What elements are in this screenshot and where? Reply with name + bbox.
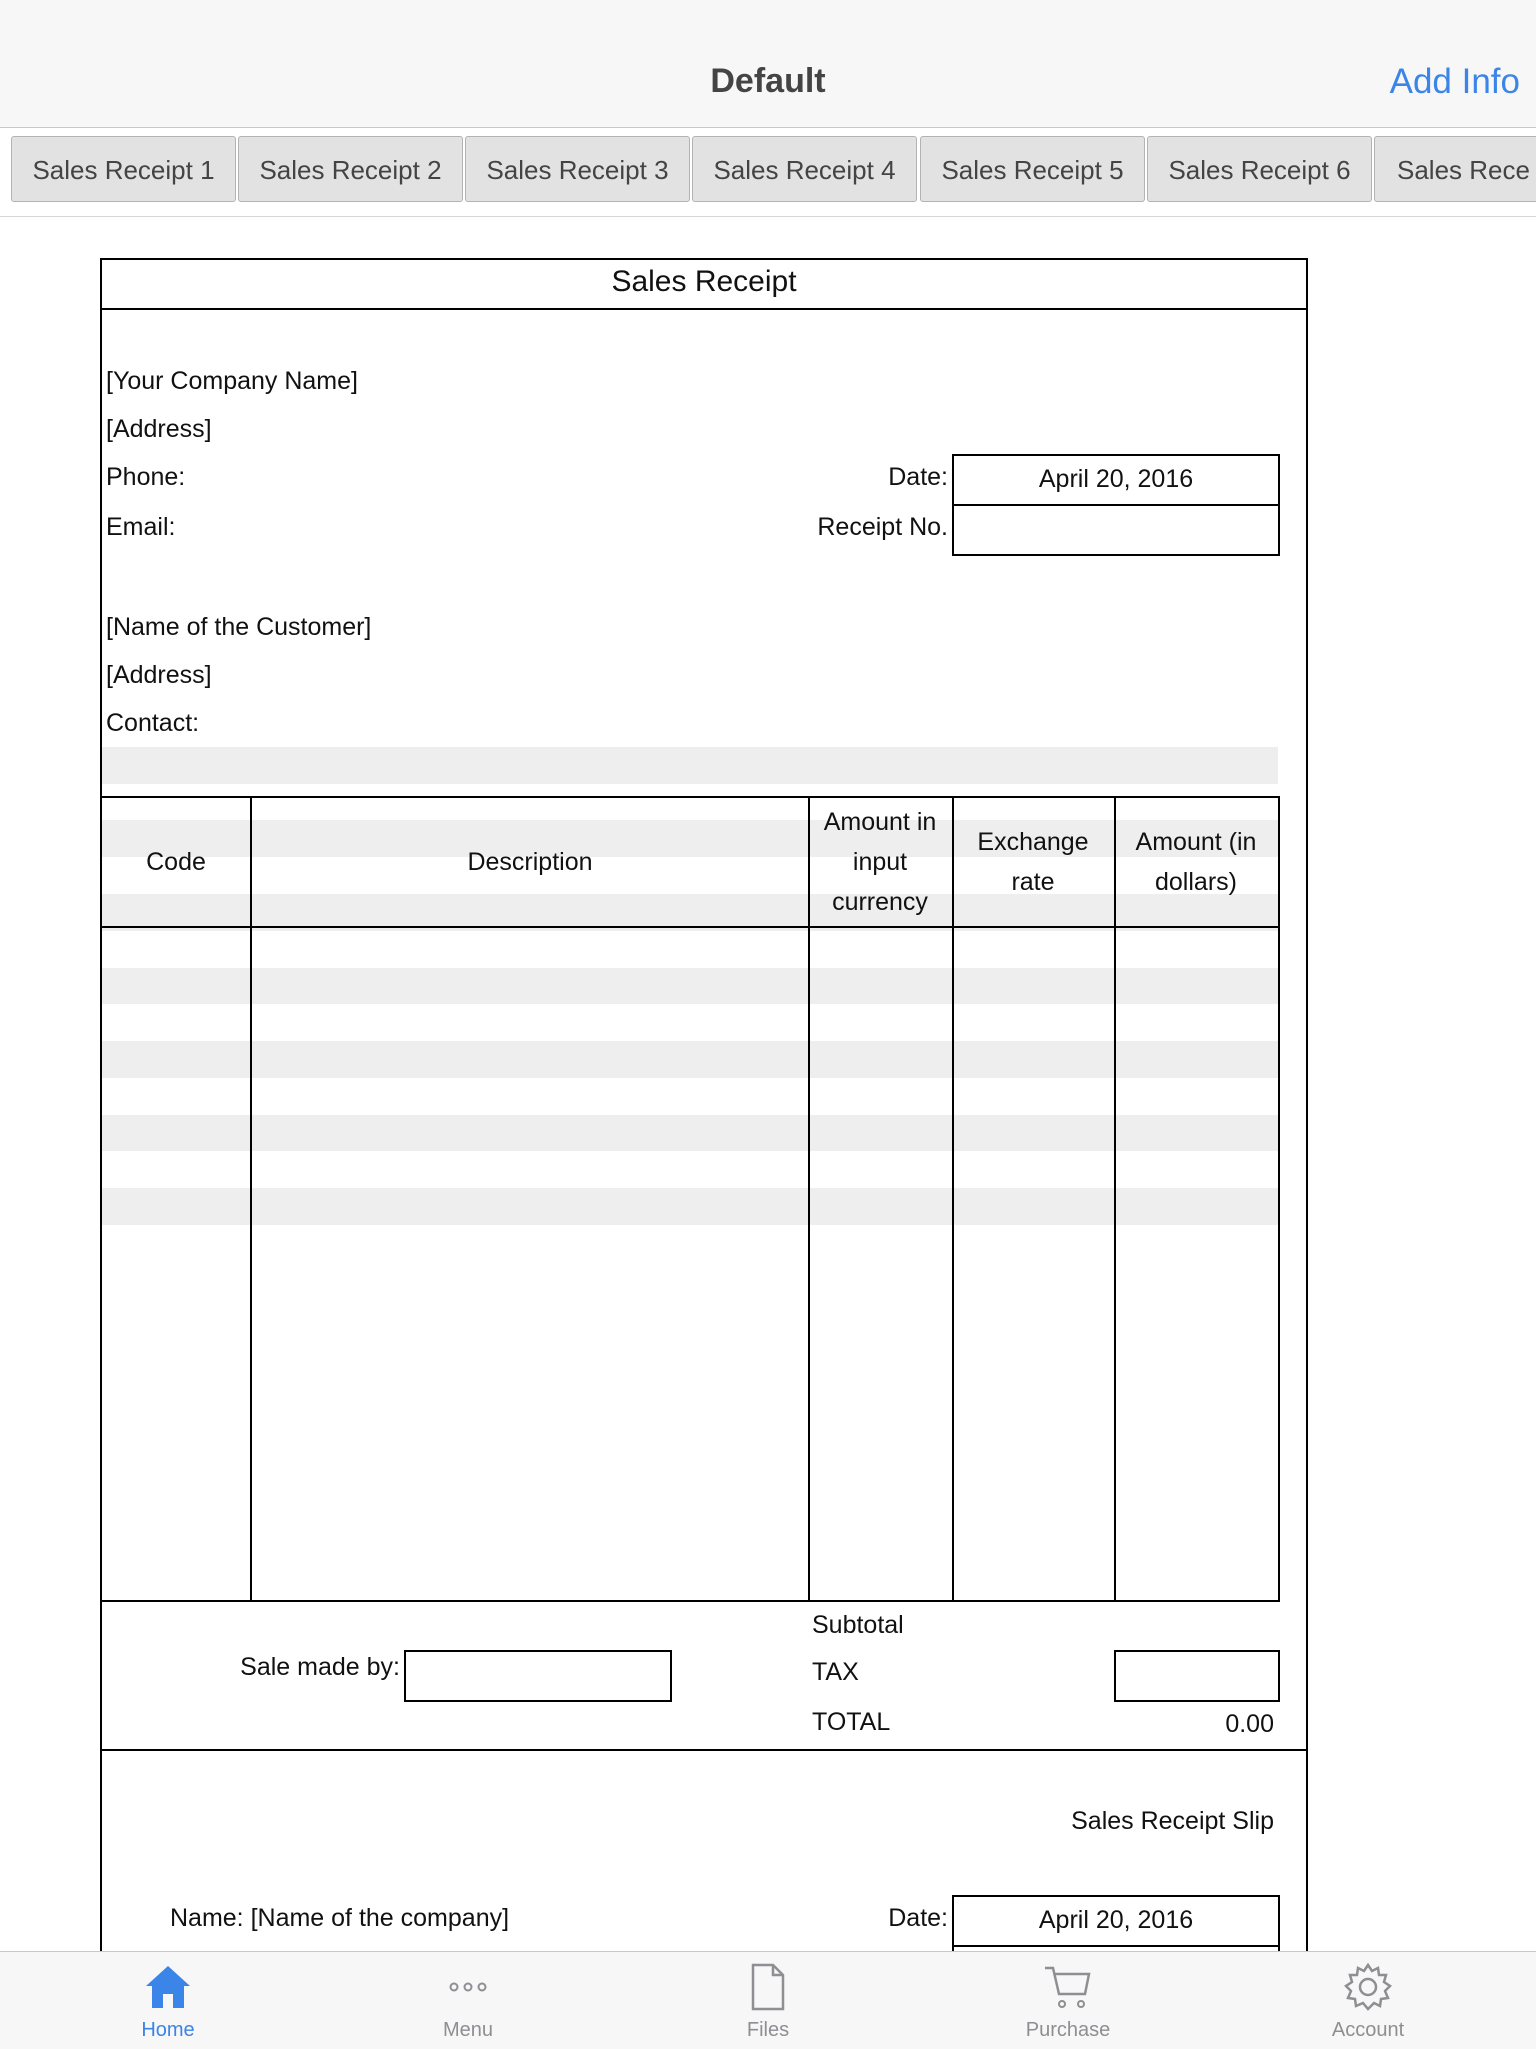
table-bottom-border	[100, 1600, 1280, 1602]
more-icon	[443, 1962, 493, 2012]
tax-field[interactable]	[1114, 1650, 1280, 1702]
header-exchange-rate: Exchange rate	[977, 828, 1089, 896]
date-field[interactable]	[952, 454, 1280, 506]
company-address[interactable]: [Address]	[106, 415, 212, 443]
table-row[interactable]	[102, 968, 1278, 1005]
totals-divider	[100, 1749, 1308, 1751]
receipt-sheet	[0, 217, 1536, 1951]
contact-label: Contact:	[106, 709, 200, 737]
table-right-border	[1278, 796, 1280, 1602]
tab-purchase-label: Purchase	[1025, 2019, 1111, 2041]
table-row[interactable]	[102, 1041, 1278, 1078]
customer-address[interactable]: [Address]	[106, 661, 212, 689]
tab-sales-receipt-4[interactable]: Sales Receipt 4	[692, 136, 917, 202]
tab-sales-receipt-6[interactable]: Sales Receipt 6	[1147, 136, 1372, 202]
date-value: April 20, 2016	[1038, 465, 1194, 493]
email-label: Email:	[106, 513, 176, 541]
add-info-button[interactable]: Add Info	[1389, 62, 1520, 101]
slip-date-field[interactable]	[952, 1895, 1280, 1947]
gear-icon	[1343, 1962, 1393, 2012]
tab-home[interactable]	[68, 1952, 268, 2049]
subtotal-label: Subtotal	[812, 1611, 904, 1639]
sale-made-by-label: Sale made by:	[240, 1653, 400, 1681]
table-header-divider	[100, 926, 1280, 928]
tab-menu[interactable]	[368, 1952, 568, 2049]
table-row[interactable]	[102, 1188, 1278, 1225]
page-title: Default	[710, 62, 826, 100]
tab-sales-receipt-2[interactable]: Sales Receipt 2	[238, 136, 463, 202]
sale-made-by-field[interactable]	[404, 1650, 672, 1702]
home-icon	[143, 1962, 193, 2012]
table-col-divider	[250, 796, 252, 1602]
header-description: Description	[467, 848, 593, 876]
cart-icon	[1043, 1962, 1093, 2012]
table-row[interactable]	[102, 747, 1278, 784]
tab-account[interactable]	[1268, 1952, 1468, 2049]
date-label: Date:	[888, 463, 948, 491]
phone-label: Phone:	[106, 463, 186, 491]
file-icon	[743, 1962, 793, 2012]
tab-sales-receipt-1[interactable]: Sales Receipt 1	[11, 136, 236, 202]
tax-label: TAX	[812, 1658, 859, 1686]
table-col-divider	[808, 796, 810, 1602]
tab-menu-label: Menu	[442, 2019, 494, 2041]
receipt-title: Sales Receipt	[611, 265, 797, 298]
tab-files[interactable]	[668, 1952, 868, 2049]
header-amount-input-currency: Amount in input currency	[823, 808, 937, 916]
bottom-tab-bar	[0, 1951, 1536, 2049]
slip-date-value: April 20, 2016	[1038, 1906, 1194, 1934]
slip-title: Sales Receipt Slip	[1071, 1807, 1274, 1835]
tab-account-label: Account	[1331, 2019, 1405, 2041]
total-value: 0.00	[1225, 1710, 1274, 1738]
sheet-tab-bar	[0, 128, 1536, 217]
total-label: TOTAL	[812, 1708, 891, 1736]
table-row[interactable]	[102, 1115, 1278, 1152]
tab-files-label: Files	[746, 2019, 790, 2041]
tab-sales-receipt-3[interactable]: Sales Receipt 3	[465, 136, 690, 202]
navigation-bar	[0, 0, 1536, 128]
table-top-border	[100, 796, 1280, 798]
title-divider	[100, 308, 1308, 310]
table-col-divider	[952, 796, 954, 1602]
slip-name-label[interactable]: Name: [Name of the company]	[170, 1904, 510, 1932]
header-code: Code	[146, 848, 206, 876]
tab-purchase[interactable]	[968, 1952, 1168, 2049]
receipt-no-field[interactable]	[952, 504, 1280, 556]
tab-sales-receipt-7[interactable]: Sales Rece	[1374, 136, 1536, 202]
company-name[interactable]: [Your Company Name]	[106, 367, 358, 395]
header-amount-dollars: Amount (in dollars)	[1135, 828, 1257, 896]
slip-date-label: Date:	[888, 1904, 948, 1932]
receipt-no-label: Receipt No.	[817, 513, 948, 541]
customer-name[interactable]: [Name of the Customer]	[106, 613, 372, 641]
table-col-divider	[1114, 796, 1116, 1602]
tab-sales-receipt-5[interactable]: Sales Receipt 5	[920, 136, 1145, 202]
tab-home-label: Home	[141, 2019, 195, 2041]
